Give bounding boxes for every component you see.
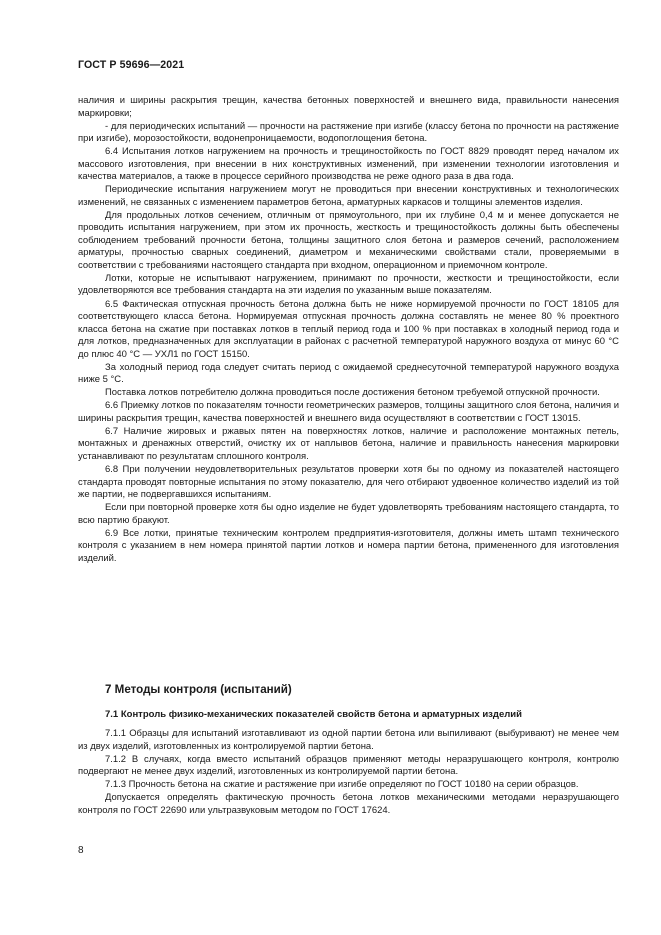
paragraph: 7.1.1 Образцы для испытаний изготавливают из одной партии бетона или выпиливают (выбуривают) не менее чем из двух изделий, изготовленных из контролируемой партии бетона.	[78, 728, 619, 752]
paragraph: Если при повторной проверке хотя бы одно изделие не будет удовлетворять требованиям настоящего стандарта, то всю партию бракуют.	[78, 502, 619, 526]
paragraph: 6.9 Все лотки, принятые техническим контролем предприятия-изготовителя, должны иметь штамп технического контроля с указанием в нем номера принятой партии лотков и номера партии бетона, примененного для изготовления изделий.	[78, 527, 619, 564]
subsection-heading: 7.1 Контроль физико-механических показателей свойств бетона и арматурных изделий	[105, 709, 522, 720]
section-heading: 7 Методы контроля (испытаний)	[105, 683, 292, 696]
paragraph: Допускается определять фактическую прочность бетона лотков механическими методами неразрушающего контроля по ГОСТ 22690 или ультразвуковым методом по ГОСТ 17624.	[78, 792, 619, 816]
paragraph: 7.1.3 Прочность бетона на сжатие и растяжение при изгибе определяют по ГОСТ 10180 на серии образцов.	[105, 779, 579, 791]
paragraph: наличия и ширины раскрытия трещин, качества бетонных поверхностей и внешнего вида, правильности нанесения маркировки;	[78, 95, 619, 119]
page-number: 8	[78, 845, 84, 856]
body-text	[78, 95, 619, 566]
paragraph: 6.7 Наличие жировых и ржавых пятен на поверхностях лотков, наличие и расположение монтажных петель, монтажных и дренажных отверстий, очистку их от наплывов бетона, наличие и правильность нанесения маркировки устанавливают по результатам сплошного контроля.	[78, 425, 619, 462]
paragraph: Периодические испытания нагружением могут не проводиться при внесении конструктивных и технологических изменений, не связанных с изменением параметров бетона, арматурных каркасов и толщины элементов изделия.	[78, 184, 619, 208]
paragraph: За холодный период года следует считать период с ожидаемой среднесуточной температурой наружного воздуха ниже 5 °С.	[78, 361, 619, 386]
paragraph: 6.8 При получении неудовлетворительных результатов проверки хотя бы по одному из показателей настоящего стандарта проводят повторные испытания по этому показателю, для чего отбирают удвоенное количество изделий из той же партии, не подвергавшихся испытаниям.	[78, 464, 619, 501]
section-body-text	[78, 728, 619, 818]
paragraph: 6.4 Испытания лотков нагружением на прочность и трещиностойкость по ГОСТ 8829 проводят перед началом их массового изготовления, при внесении в них конструктивных изменений, при изменении технологии изготовления и качества материалов, а также в процессе серийного производства не реже одного раза в два года.	[78, 146, 619, 183]
paragraph: 7.1.2 В случаях, когда вместо испытаний образцов применяют методы неразрушающего контроля, контролю подвергают не менее двух изделий, изготовленных из контролируемой партии бетона.	[78, 753, 619, 778]
paragraph: 6.5 Фактическая отпускная прочность бетона должна быть не ниже нормируемой прочности по ГОСТ 18105 для соответствующего класса бетона. Нормируемая отпускная прочность должна составлять не менее 80 % проектного класса бетона на сжатие при поставках лотков в теплый период года и 100 % при поставках в холодный период года и для лотков, предназначенных для эксплуатации в районах с расчетной температурой наружного воздуха от минус 60 °С до плюс 40 °С — УХЛ1 по ГОСТ 15150.	[78, 298, 619, 360]
paragraph: - для периодических испытаний — прочности на растяжение при изгибе (классу бетона по прочности на растяжение при изгибе), морозостойкости, водонепроницаемости, водопоглощения бетона.	[78, 120, 619, 145]
paragraph: Для продольных лотков сечением, отличным от прямоугольного, при их глубине 0,4 м и менее допускается не проводить испытания нагружением, при этом их прочность, жесткость и трещиностойкость должны быть обеспечены соблюдением требований прочности бетона, толщины защитного слоя бетона и размеров сечений, расположением арматуры, прочностью сварных соединений, диаметром и механическими свойствами стали, проверяемыми в соответствии с требованиями настоящего стандарта при входном, операционном и приемочном контроле.	[78, 209, 619, 271]
document-header: ГОСТ Р 59696—2021	[78, 59, 185, 71]
paragraph: Поставка лотков потребителю должна проводиться после достижения бетоном требуемой отпускной прочности.	[105, 387, 600, 399]
paragraph: 6.6 Приемку лотков по показателям точности геометрических размеров, толщины защитного слоя бетона, наличия и ширины раскрытия трещин, качества поверхностей и внешнего вида осуществляют в соответствии с ГОСТ 13015.	[78, 400, 619, 424]
paragraph: Лотки, которые не испытывают нагружением, принимают по прочности, жесткости и трещиностойкости, если удовлетворяются все требования стандарта на эти изделия по указанным выше показателям.	[78, 272, 619, 297]
